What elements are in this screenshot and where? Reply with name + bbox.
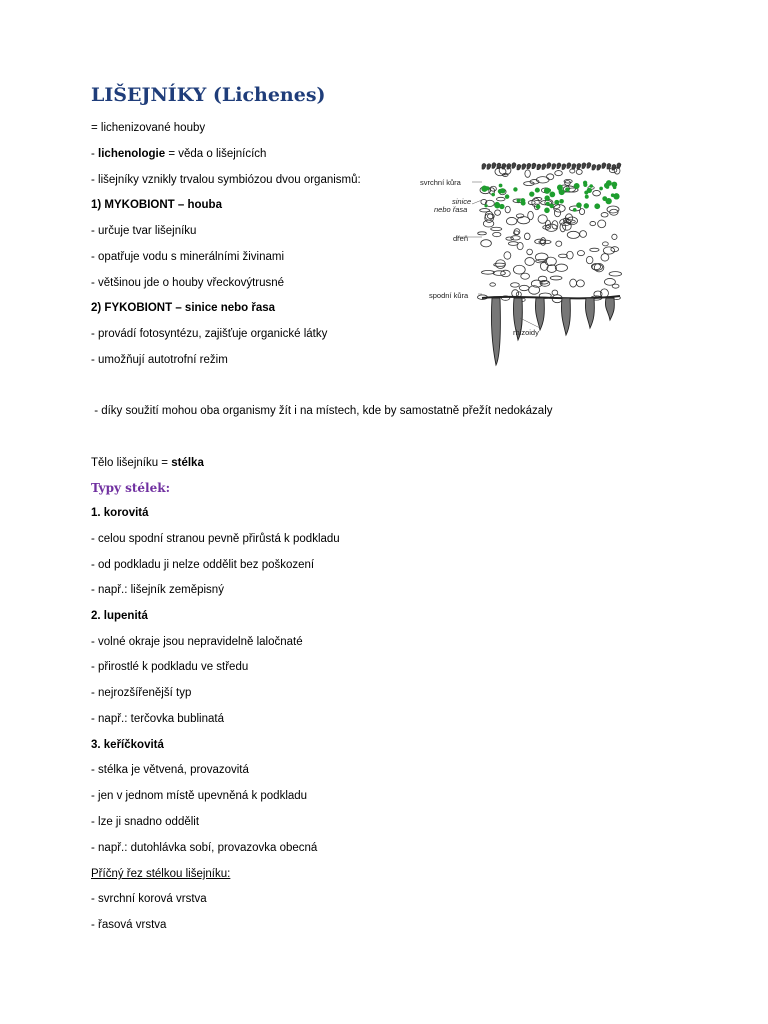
text-line: - jen v jednom místě upevněná k podkladu: [91, 790, 308, 802]
cortex-cell: [567, 163, 571, 169]
heading-lupenita: 2. lupenitá: [91, 610, 148, 622]
algae-cell: [583, 183, 587, 187]
hypha-loop: [485, 211, 493, 220]
cortex-cell: [557, 163, 561, 169]
page-title: LIŠEJNÍKY (Lichenes): [91, 84, 326, 106]
hypha-loop: [538, 215, 547, 223]
algae-cell: [573, 208, 577, 212]
hypha-loop: [525, 170, 530, 177]
hypha-loop: [495, 210, 501, 215]
algae-cell: [546, 202, 550, 206]
algae-cell: [529, 191, 534, 196]
hypha-loop: [580, 231, 587, 238]
hypha-loop: [519, 285, 529, 290]
rhizoid: [535, 298, 544, 330]
hypha-loop: [547, 174, 554, 180]
algae-cell: [494, 202, 500, 208]
hypha-loop: [556, 241, 562, 246]
hypha-loop: [493, 271, 505, 276]
hypha-loop: [555, 264, 567, 271]
text-line: - lze ji snadno oddělit: [91, 816, 200, 828]
hypha-loop: [586, 256, 593, 263]
cortex-cell: [562, 164, 566, 170]
rhizoid: [491, 298, 500, 365]
cortex-cell: [537, 164, 541, 170]
hypha-loop: [478, 232, 487, 235]
text-fragment: = věda o lišejnících: [165, 148, 267, 160]
algae-cell: [574, 183, 580, 189]
heading-fykobiont: 2) FYKOBIONT – sinice nebo řasa: [91, 302, 276, 314]
cortex-cell: [547, 163, 551, 169]
hypha-loop: [601, 213, 608, 217]
hypha-loop: [508, 242, 518, 246]
text-line: - stélka je větvená, provazovitá: [91, 764, 249, 776]
hypha-loop: [609, 272, 621, 276]
algae-cell: [599, 187, 603, 191]
hypha-loop: [536, 177, 549, 183]
hypha-loop: [612, 284, 619, 288]
algae-cell: [548, 189, 551, 192]
hypha-loop: [524, 233, 530, 240]
algae-cell: [517, 199, 521, 203]
algae-cell: [557, 185, 563, 191]
hypha-loop: [504, 252, 511, 259]
algae-cell: [536, 204, 541, 209]
hypha-loop: [495, 168, 506, 176]
hypha-loop: [512, 290, 519, 297]
hypha-loop: [481, 271, 494, 275]
cortex-cell: [587, 163, 591, 169]
text-bold-term: stélka: [171, 457, 204, 469]
text-line: - nejrozšířenější typ: [91, 687, 192, 699]
hypha-loop: [481, 240, 492, 247]
hypha-loop: [555, 171, 563, 176]
hypha-loop: [521, 273, 530, 279]
cortex-cell: [482, 163, 486, 169]
text-fragment: -: [91, 148, 99, 160]
hypha-loop: [493, 232, 501, 236]
text-line: - např.: dutohlávka sobí, provazovka obecná: [91, 842, 318, 854]
cortex-cell: [572, 164, 576, 170]
hypha-loop: [601, 254, 609, 261]
hypha-loop: [567, 251, 574, 259]
text-line-lichenologie: [91, 146, 266, 162]
algae-cell: [513, 187, 517, 191]
algae-cell: [604, 183, 609, 188]
algae-cell: [549, 204, 554, 209]
text-line: - např.: lišejník zeměpisný: [91, 584, 224, 596]
algae-cell: [606, 198, 612, 204]
algae-cell: [484, 204, 487, 207]
cortex-cell: [542, 164, 546, 170]
text-line: - určuje tvar lišejníku: [91, 225, 197, 237]
text-line: - svrchní korová vrstva: [91, 893, 207, 905]
cortex-cell: [522, 164, 526, 170]
text-line: - provádí fotosyntézu, zajišťuje organické látky: [91, 328, 328, 340]
cortex-cell: [577, 163, 581, 169]
algae-cell: [559, 199, 564, 204]
algae-cell: [500, 188, 505, 193]
hypha-loop: [577, 251, 584, 256]
cortex-cell: [582, 163, 586, 169]
cortex-cell: [602, 163, 606, 169]
algae-cell: [594, 203, 600, 209]
hypha-loop: [511, 283, 520, 287]
subheading-cross-section: Příčný řez stélkou lišejníku:: [91, 868, 231, 880]
algae-cell: [520, 198, 525, 203]
label-rhizoids: rhizoidy: [513, 328, 539, 337]
text-line-coexistence: - díky soužití mohou oba organismy žít i na místech, kde by samostatně přežít nedokázaly: [91, 405, 553, 417]
hypha-loop: [552, 290, 558, 295]
hypha-loop: [590, 248, 599, 251]
hypha-loop: [612, 234, 617, 239]
text-line: - volné okraje jsou nepravidelně laločnaté: [91, 636, 303, 648]
text-bold-term: lichenologie: [98, 148, 166, 160]
cortex-cell: [487, 164, 491, 170]
hypha-loop: [513, 265, 525, 274]
hypha-loop: [525, 258, 534, 266]
hypha-loop: [505, 206, 510, 213]
algae-cell: [549, 192, 555, 198]
hypha-loop: [598, 220, 606, 228]
cortex-cell: [517, 164, 521, 170]
hypha-loop: [517, 217, 529, 224]
algae-cell: [535, 188, 540, 193]
hypha-loop: [593, 190, 601, 196]
algae-cell: [613, 186, 617, 190]
hypha-loop: [570, 279, 577, 287]
label-lower-cortex: spodní kůra: [429, 291, 469, 300]
text-line: - umožňují autotrofní režim: [91, 354, 228, 366]
algae-cell: [544, 208, 550, 214]
algae-cell: [589, 184, 593, 188]
rhizoid: [585, 298, 594, 328]
hypha-loop: [570, 169, 575, 173]
algae-cell: [505, 194, 510, 199]
rhizoid: [605, 298, 614, 320]
hypha-loop: [590, 221, 596, 225]
lichen-illustration: [420, 160, 625, 370]
text-line: - řasová vrstva: [91, 919, 167, 931]
hypha-loop: [603, 247, 614, 254]
hypha-loop: [490, 186, 496, 191]
algae-cell: [585, 195, 589, 199]
algae-cell: [486, 186, 490, 190]
heading-mykobiont: 1) MYKOBIONT – houba: [91, 199, 222, 211]
text-line: - většinou jde o houby vřeckovýtrusné: [91, 277, 285, 289]
text-line-body: [91, 455, 204, 471]
hypha-loop: [577, 280, 585, 287]
hypha-loop: [576, 169, 582, 174]
text-line-definition: = lichenizované houby: [91, 122, 206, 134]
hypha-loop: [527, 249, 533, 255]
algae-cell: [613, 193, 619, 199]
algae-cell: [499, 184, 503, 188]
cortex-cell: [592, 164, 596, 170]
text-line: - např.: terčovka bublinatá: [91, 713, 224, 725]
text-line: - celou spodní stranou pevně přirůstá k podkladu: [91, 533, 340, 545]
text-line-symbiosis: - lišejníky vznikly trvalou symbiózou dvou organismů:: [91, 174, 361, 186]
hypha-loop: [511, 236, 521, 240]
cortex-cell: [597, 164, 601, 170]
hypha-loop: [567, 231, 579, 238]
hypha-loop: [558, 254, 567, 258]
text-line: - opatřuje vodu s minerálními živinami: [91, 251, 285, 263]
hypha-loop: [554, 209, 560, 217]
text-line: - přirostlé k podkladu ve středu: [91, 661, 249, 673]
label-medulla: dřeň: [453, 234, 469, 243]
hypha-loop: [603, 242, 609, 246]
text-fragment: Tělo lišejníku =: [91, 457, 172, 469]
algae-cell: [565, 187, 570, 192]
hypha-loop: [506, 217, 516, 224]
hypha-loop: [480, 209, 490, 212]
hypha-loop: [550, 276, 562, 280]
rhizoid: [561, 298, 570, 335]
heading-korovita: 1. korovitá: [91, 507, 149, 519]
heading-kerickovita: 3. keříčkovitá: [91, 739, 164, 751]
section-heading-types: Typy stélek:: [91, 481, 170, 495]
label-upper-cortex: svrchní kůra: [420, 178, 461, 187]
label-algae-2: nebo řasa: [434, 205, 468, 214]
cortex-cell: [552, 163, 556, 169]
hypha-loop: [490, 283, 496, 286]
algae-cell: [584, 203, 589, 208]
text-line: - od podkladu ji nelze oddělit bez poškození: [91, 559, 315, 571]
label-algae-1: sinice: [452, 197, 472, 206]
algae-cell: [584, 190, 588, 194]
cortex-cell: [527, 163, 531, 169]
hypha-loop: [496, 260, 506, 269]
hypha-loop: [491, 227, 502, 230]
algae-cell: [491, 193, 495, 197]
algae-cell: [544, 195, 549, 200]
cortex-cell: [532, 163, 536, 169]
hypha-loop: [496, 197, 505, 201]
cortex-cell: [492, 163, 496, 169]
algae-cell: [576, 202, 582, 208]
cortex-cell: [512, 163, 516, 169]
algae-cell: [554, 200, 559, 205]
lichen-cross-section-figure: [420, 160, 625, 370]
